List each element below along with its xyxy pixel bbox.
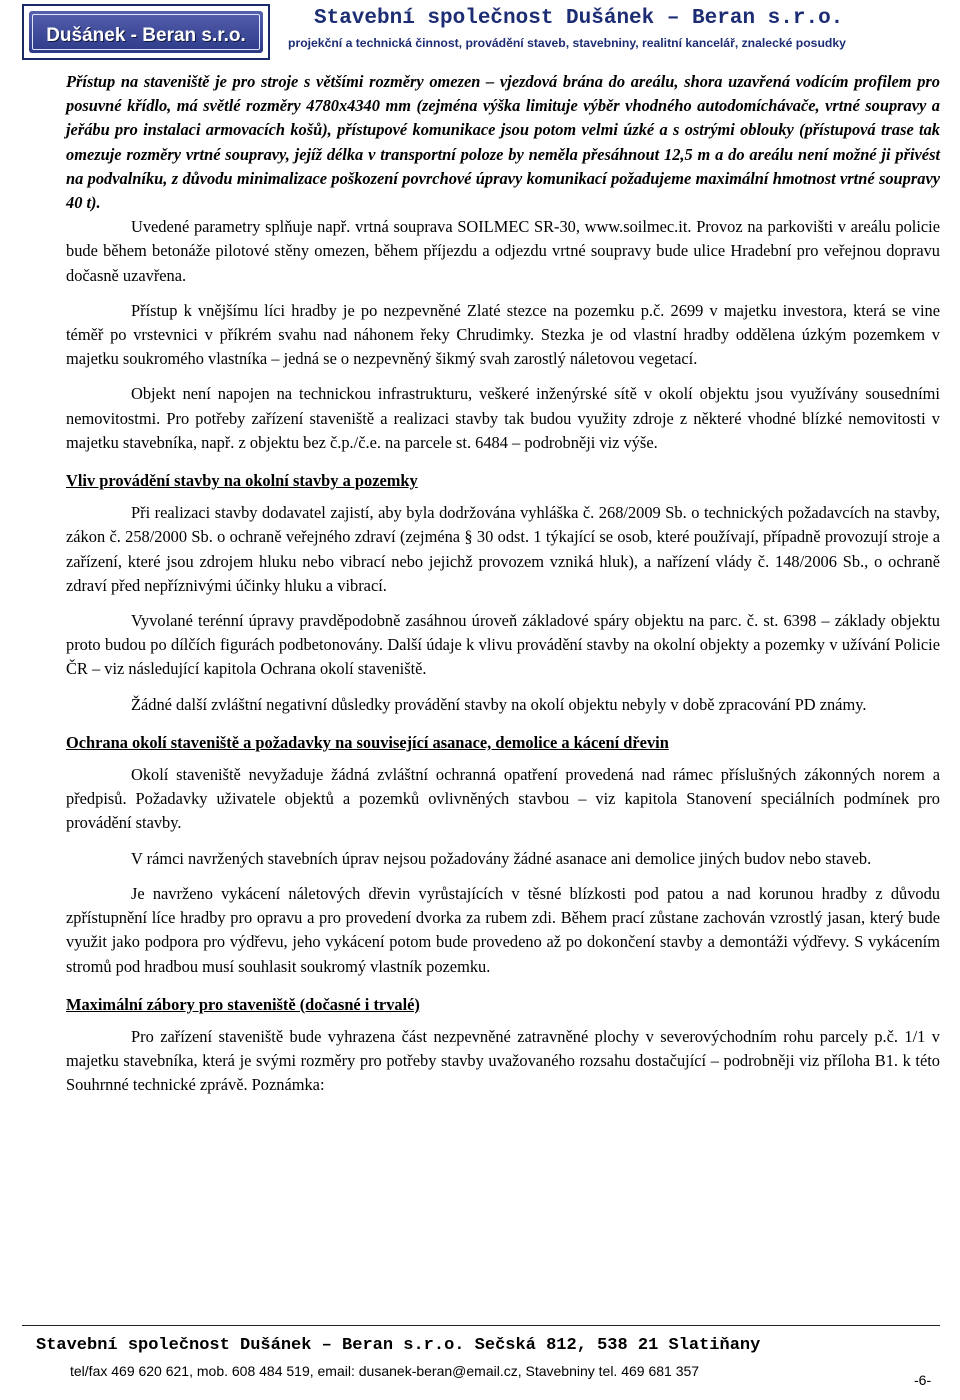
- company-logo: [22, 4, 270, 60]
- protection-paragraph-3: Je navrženo vykácení náletových dřevin vyrůstajících v těsné blízkosti pod patou a nad korunou hradby z důvodu zpřístupnění líce hradby pro opravu a pro provedení dvorka za rubem zdi. Během prací zůstane zachován vzrostlý jasan, který bude využit jako podpora pro výdřevu, jeho vykácení potom bude provedeno až po dokončení stavby a demontáži výdřevy. S vykácením stromů pod hradbou musí souhlasit soukromý vlastník pozemku.: [66, 883, 940, 976]
- site-area-paragraph: Pro zařízení staveniště bude vyhrazena část nezpevněné zatravněné plochy v severovýchodním rohu parcely p.č. 1/1 v majetku stavebníka, která je svými rozměry pro potřeby stavby uvažovaného rozsahu dostačující – podrobněji viz příloha B1. k této Souhrnné technické zprávě. Poznámka:: [66, 1026, 940, 1095]
- footer-company-address: Stavební společnost Dušánek – Beran s.r.o. Sečská 812, 538 21 Slatiňany: [36, 1336, 761, 1355]
- section-heading-protection: Ochrana okolí staveniště a požadavky na související asanace, demolice a kácení dřevin: [66, 732, 669, 752]
- footer-divider: [22, 1325, 940, 1326]
- footer-contact: tel/fax 469 620 621, mob. 608 484 519, email: dusanek-beran@email.cz, Stavebniny tel. 469 681 357: [70, 1363, 700, 1379]
- logo-plate: [29, 11, 263, 53]
- infrastructure-paragraph: Objekt není napojen na technickou infrastrukturu, veškeré inženýrské sítě v okolí objektu jsou využívány sousedními nemovitostmi. Pro potřeby zařízení staveniště a realizaci stavby tak budou využity zdroje z některé vhodné blízké nemovitosti v majetku stavebníka, např. z objektu bez č.p./č.e. na parcele st. 6484 – podrobněji viz výše.: [66, 384, 940, 452]
- access-limits-paragraph: Přístup na staveniště je pro stroje s většími rozměry omezen – vjezdová brána do areálu, shora uzavřená vodícím profilem pro posuvné křídlo, má světlé rozměry 4780x4340 mm (zejména výška limituje výběr vhodného autodomíchávače, vrtné soupravy a jeřábu pro instalaci armovacích košů), přístupové komunikace jsou potom velmi úzké a s ostrými oblouky (přístupová trase tak omezuje rozměry vrtné soupravy, jejíž délka v transportní poloze by neměla přesáhnout 12,5 m a do areálu není možné ji přivést na podvalníku, z důvodu minimalizace poškození povrchové úpravy komunikací požadujeme maximální hmotnost vrtné soupravy 40 t).: [66, 72, 940, 213]
- wall-access-paragraph: Přístup k vnějšímu líci hradby je po nezpevněné Zlaté stezce na pozemku p.č. 2699 v majetku investora, která se vine téměř po vrstevnici v příkrém svahu nad náhonem řeky Chrudimky. Stezka je od vlastní hradby oddělena úzkým pozemkem v majetku soukromého vlastníka – jedná se o nezpevněný šikmý svah zarostlý náletovou vegetací.: [66, 300, 940, 369]
- soilmec-paragraph: Uvedené parametry splňuje např. vrtná souprava SOILMEC SR-30, www.soilmec.it. Provoz na parkovišti v areálu policie bude během betonáže pilotové stěny omezen, během příjezdu a odjezdu vrtné soupravy bude ulice Hradební pro veřejnou dopravu dočasně uzavřena.: [66, 217, 940, 285]
- company-subtitle: projekční a technická činnost, provádění staveb, stavebniny, realitní kancelář, znalecké posudky: [288, 36, 846, 50]
- page-number: -6-: [914, 1372, 932, 1388]
- section-heading-site-area: Maximální zábory pro staveniště (dočasné i trvalé): [66, 994, 420, 1014]
- company-title: Stavební společnost Dušánek – Beran s.r.o.: [314, 7, 844, 30]
- protection-paragraph-1: Okolí staveniště nevyžaduje žádná zvláštní ochranná opatření provedená nad rámec příslušných zákonných norem a předpisů. Požadavky uživatele objektů a pozemků ovlivněných stavbou – viz kapitola Stanovení speciálních podmínek pro provádění stavby.: [66, 765, 940, 833]
- section-heading-impact: Vliv provádění stavby na okolní stavby a pozemky: [66, 471, 418, 491]
- impact-paragraph-3: Žádné další zvláštní negativní důsledky provádění stavby na okolí objektu nebyly v době zpracování PD známy.: [131, 694, 867, 714]
- page-header: [0, 0, 960, 60]
- logo-text: Dušánek - Beran s.r.o.: [46, 25, 246, 46]
- impact-paragraph-2: Vyvolané terénní úpravy pravděpodobně zasáhnou úroveň základové spáry objektu na parc. č. st. 6398 – základy objektu proto budou po dílčích figurách podbetonovány. Další údaje k vlivu provádění stavby na okolní objekty a pozemky v užívání Policie ČR – viz následující kapitola Ochrana okolí staveniště.: [66, 611, 940, 679]
- impact-paragraph-1: Při realizaci stavby dodavatel zajistí, aby byla dodržována vyhláška č. 268/2009 Sb. o technických požadavcích na stavby, zákon č. 258/2000 Sb. o ochraně veřejného zdraví (zejména § 30 odst. 1 týkající se osob, které používají, případně provozují stroje a zařízení, které jsou zdrojem hluku nebo vibrací nebo jejichž provozem vzniká hluk), a nařízení vlády č. 148/2006 Sb., o ochraně zdraví před nepříznivými účinky hluku a vibrací.: [66, 503, 940, 595]
- protection-paragraph-2: V rámci navržených stavebních úprav nejsou požadovány žádné asanace ani demolice jiných budov nebo staveb.: [131, 848, 872, 868]
- document-body: [66, 70, 940, 1098]
